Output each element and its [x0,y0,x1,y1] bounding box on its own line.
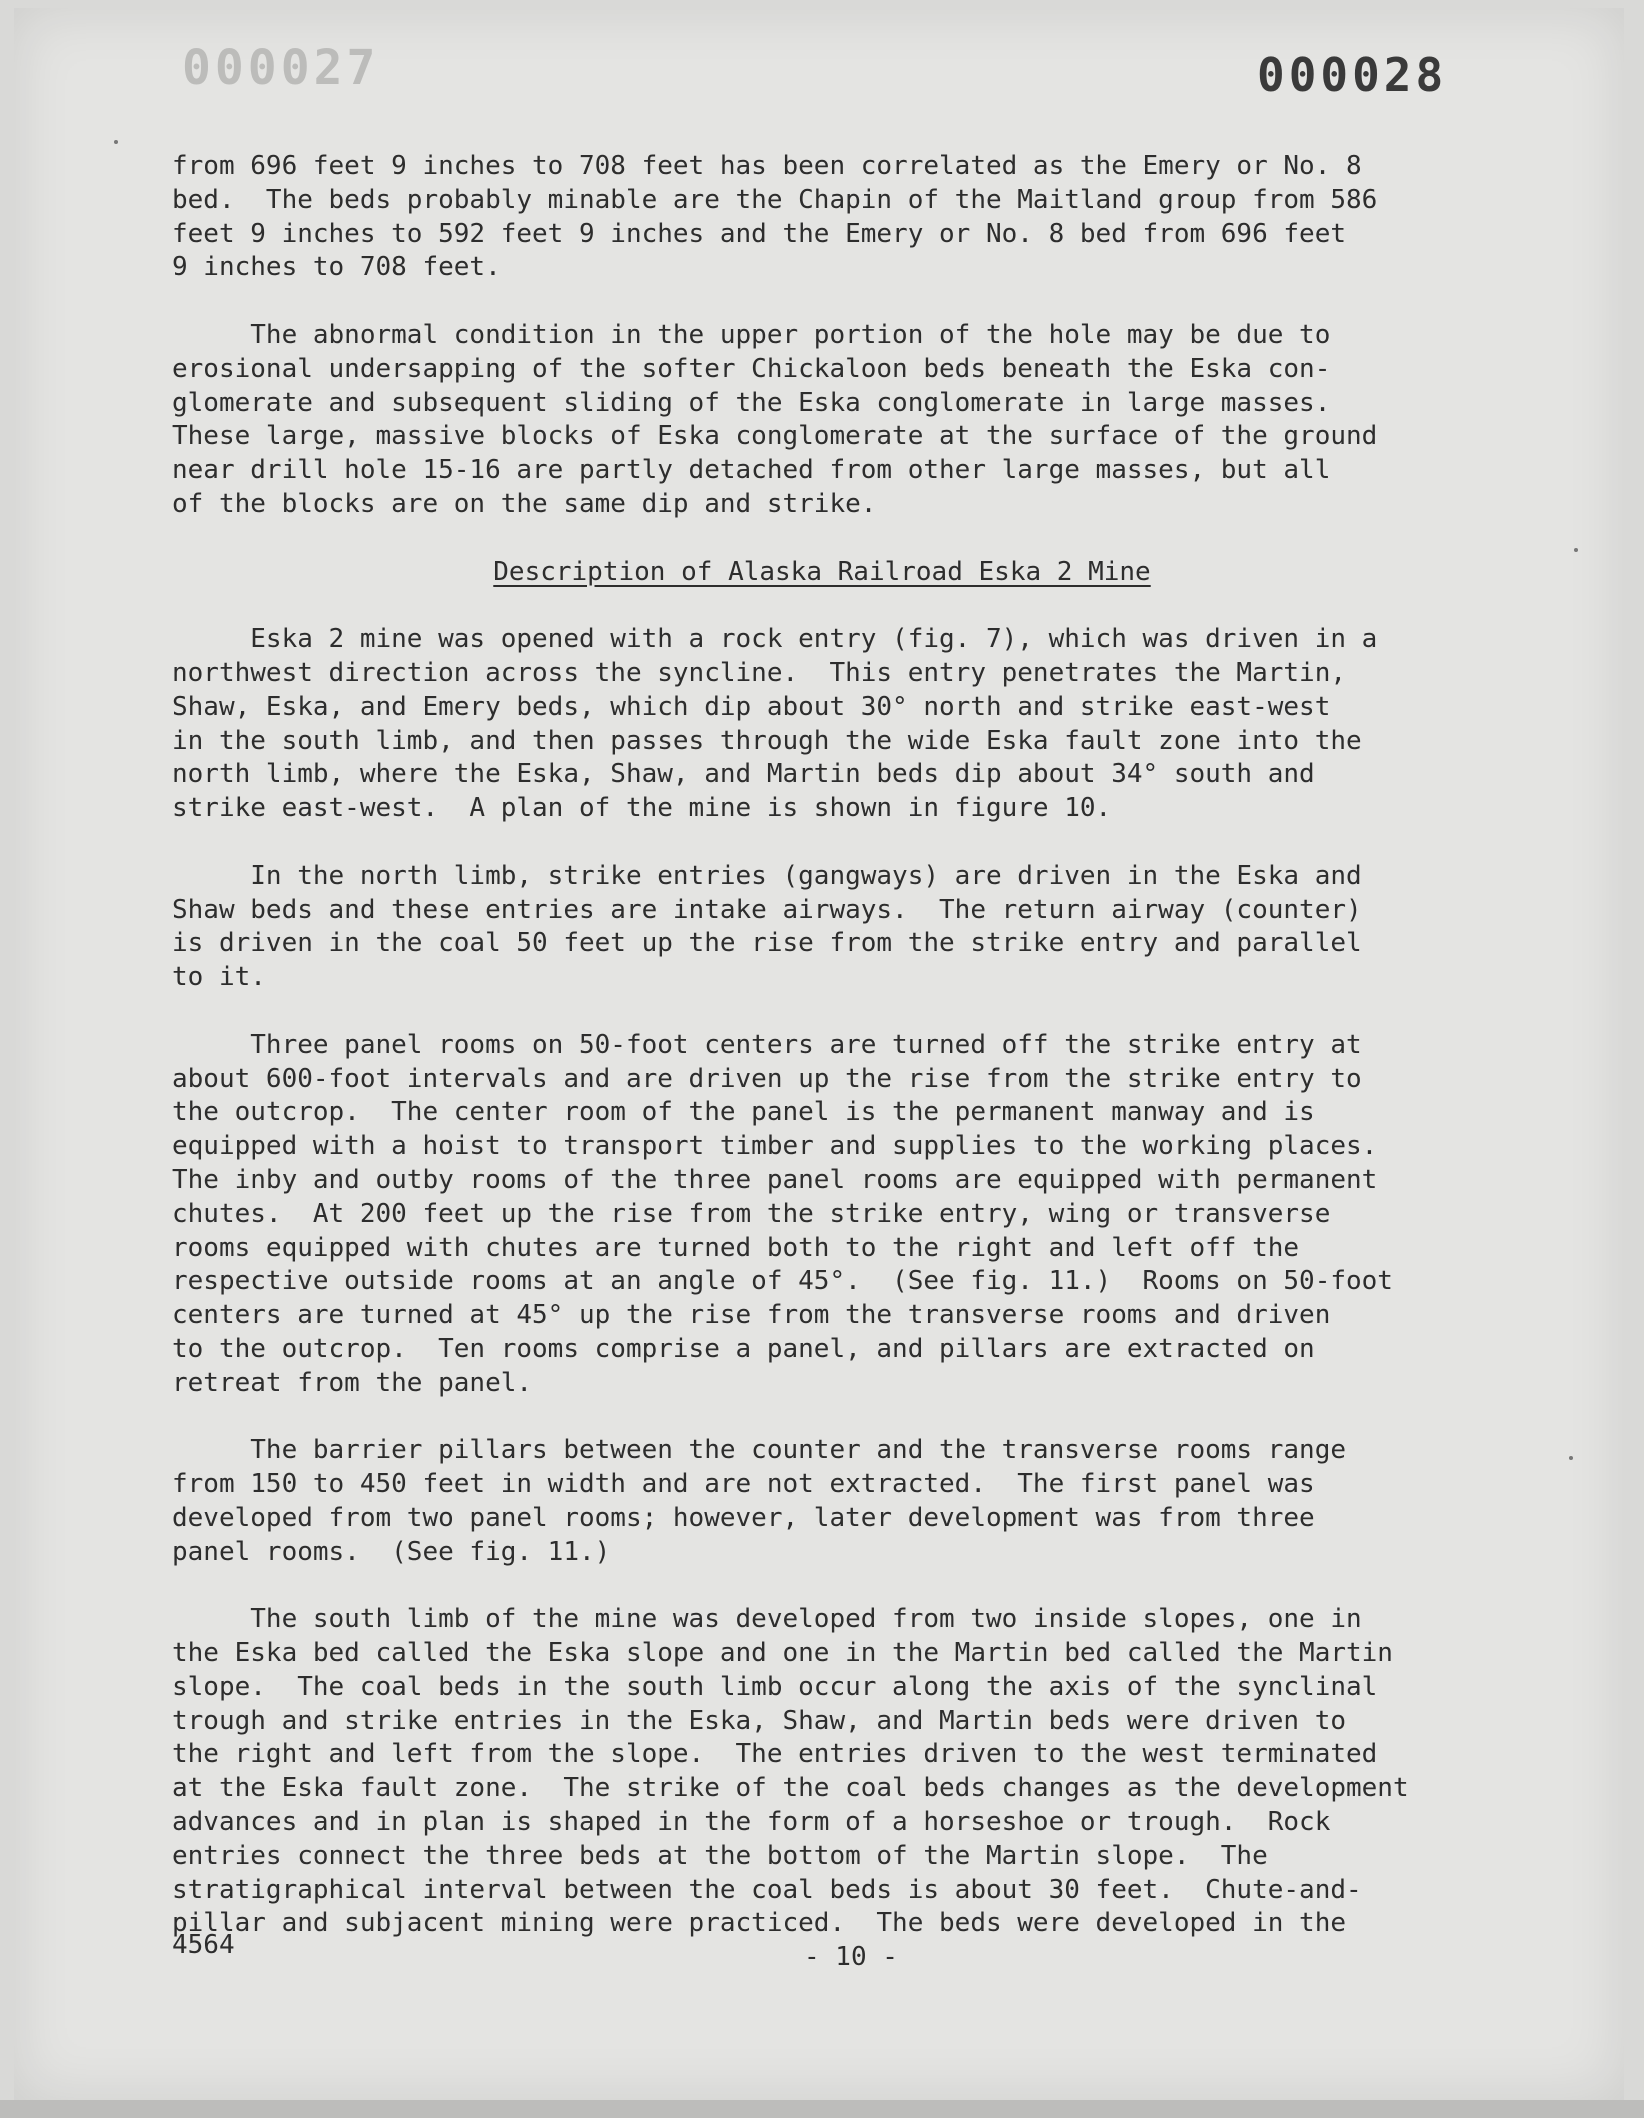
text-line: entries connect the three beds at the bottom of the Martin slope. The [172,1840,1268,1871]
text-line: pillar and subjacent mining were practiced. The beds were developed in the [172,1908,1346,1939]
paper-speck [1569,1456,1573,1460]
text-line: from 696 feet 9 inches to 708 feet has been correlated as the Emery or No. 8 [172,151,1362,181]
document-page [14,8,1624,2100]
text-line: developed from two panel rooms; however, later development was from three [172,1502,1315,1533]
text-line: northwest direction across the syncline. This entry penetrates the Martin, [172,657,1346,688]
paper-speck [1574,548,1578,552]
paragraph-correlation [172,150,1472,285]
text-line: glomerate and subsequent sliding of the Eska conglomerate in large masses. [172,387,1331,418]
text-line: respective outside rooms at an angle of 45°. (See fig. 11.) Rooms on 50-foot [172,1266,1393,1297]
text-line: about 600-foot intervals and are driven up the rise from the strike entry to [172,1063,1362,1094]
text-line: in the south limb, and then passes through the wide Eska fault zone into the [172,725,1362,756]
text-line: the Eska bed called the Eska slope and one in the Martin bed called the Martin [172,1638,1393,1669]
text-line: rooms equipped with chutes are turned both to the right and left off the [172,1232,1300,1263]
text-line: of the blocks are on the same dip and strike. [172,488,877,519]
text-line: In the north limb, strike entries (gangways) are driven in the Eska and [172,860,1362,891]
paragraph-barrier-pillars [172,1434,1472,1569]
text-line: The inby and outby rooms of the three panel rooms are equipped with permanent [172,1164,1378,1195]
section-heading: Description of Alaska Railroad Eska 2 Mine [493,556,1151,587]
text-line: The abnormal condition in the upper portion of the hole may be due to [172,319,1331,350]
text-line: north limb, where the Eska, Shaw, and Martin beds dip about 34° south and [172,759,1315,790]
paragraph-rock-entry [172,623,1472,826]
bleed-through-page-number: 000027 [182,40,380,96]
text-line: panel rooms. (See fig. 11.) [172,1536,611,1567]
text-line: to it. [172,962,266,993]
text-line: bed. The beds probably minable are the Chapin of the Maitland group from 586 [172,184,1378,215]
text-line: chutes. At 200 feet up the rise from the strike entry, wing or transverse [172,1198,1331,1229]
scan-edge [0,2100,1644,2118]
page-id-stamp: 000028 [1257,48,1448,102]
text-line: Shaw beds and these entries are intake airways. The return airway (counter) [172,894,1362,925]
text-line: Three panel rooms on 50-foot centers are turned off the strike entry at [172,1029,1362,1060]
text-line: The south limb of the mine was developed from two inside slopes, one in [172,1604,1362,1635]
text-line: erosional undersapping of the softer Chickaloon beds beneath the Eska con- [172,353,1331,384]
text-line: stratigraphical interval between the coal beds is about 30 feet. Chute-and- [172,1874,1362,1905]
text-line: the right and left from the slope. The entries driven to the west terminated [172,1739,1378,1770]
text-line: equipped with a hoist to transport timber and supplies to the working places. [172,1131,1378,1162]
text-line: from 150 to 450 feet in width and are not extracted. The first panel was [172,1469,1315,1500]
paragraph-panel-rooms [172,1029,1472,1401]
document-number: 4564 [172,1930,235,1960]
text-line: Shaw, Eska, and Emery beds, which dip about 30° north and strike east-west [172,691,1331,722]
paragraph-south-limb [172,1603,1472,1941]
text-line: at the Eska fault zone. The strike of the coal beds changes as the development [172,1773,1409,1804]
text-line: feet 9 inches to 592 feet 9 inches and the Emery or No. 8 bed from 696 feet [172,218,1346,249]
page-number: - 10 - [804,1942,898,1972]
text-line: is driven in the coal 50 feet up the rise from the strike entry and parallel [172,928,1362,959]
text-line: advances and in plan is shaped in the form of a horseshoe or trough. Rock [172,1807,1331,1838]
text-line: centers are turned at 45° up the rise from the transverse rooms and driven [172,1300,1331,1331]
text-line: near drill hole 15-16 are partly detached from other large masses, but all [172,455,1331,486]
text-line: 9 inches to 708 feet. [172,252,501,283]
paragraph-abnormal-condition [172,319,1472,522]
text-line: slope. The coal beds in the south limb occur along the axis of the synclinal [172,1671,1378,1702]
text-line: Eska 2 mine was opened with a rock entry (fig. 7), which was driven in a [172,624,1378,655]
paragraph-north-limb [172,860,1472,995]
text-line: retreat from the panel. [172,1367,533,1398]
text-line: strike east-west. A plan of the mine is shown in figure 10. [172,793,1112,824]
text-line: the outcrop. The center room of the panel is the permanent manway and is [172,1097,1315,1128]
text-line: trough and strike entries in the Eska, Shaw, and Martin beds were driven to [172,1705,1346,1736]
body-text [172,150,1472,1941]
text-line: These large, massive blocks of Eska conglomerate at the surface of the ground [172,421,1378,452]
paper-speck [114,140,118,144]
text-line: The barrier pillars between the counter and the transverse rooms range [172,1435,1346,1466]
text-line: to the outcrop. Ten rooms comprise a panel, and pillars are extracted on [172,1333,1315,1364]
